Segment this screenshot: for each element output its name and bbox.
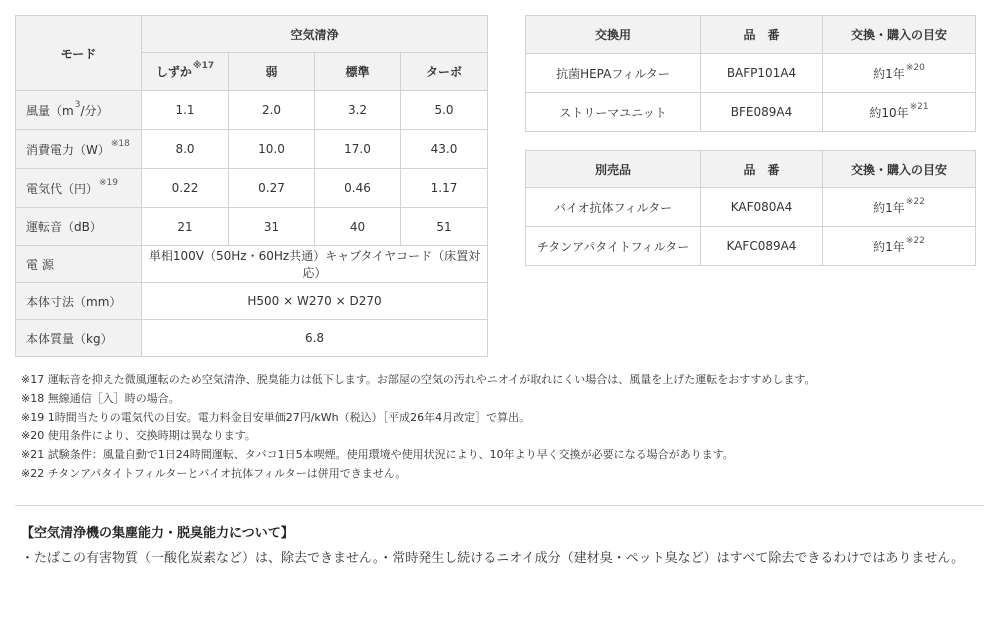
mode-shizuka: しずか$^{※17}$ [142, 53, 229, 91]
cell-value: 単相100V（50Hz・60Hz共通）キャブタイヤコード（床置対応） [142, 246, 488, 283]
cell-value: 5.0 [401, 91, 488, 130]
cell-value: 1.17 [401, 169, 488, 208]
part-interval: 約1年$^{※20}$ [823, 54, 976, 93]
mode-header: モード [16, 16, 142, 91]
table-row [16, 320, 488, 357]
footnote-19: ※19 1時間当たりの電気代の目安。電力料金目安単価27円/kWh（税込）［平成26年4月改定］で算出。 [21, 410, 531, 424]
replacement-header-part: 品 番 [701, 16, 823, 54]
part-number: BFE089A4 [701, 93, 823, 132]
optional-header-name: 別売品 [526, 151, 701, 188]
cell-value: 1.1 [142, 91, 229, 130]
footnote-18: ※18 無線通信［入］時の場合。 [21, 391, 180, 405]
footnote-21: ※21 試験条件：風量自動で1日24時間運転、タバコ1日5本喫煙。使用環境や使用状況により、10年より早く交換が必要になる場合があります。 [21, 448, 734, 462]
table-row [526, 227, 976, 266]
row-label-airflow: 風量（$m^3/$分） [16, 91, 142, 130]
cell-value: 21 [142, 208, 229, 246]
replacement-header-interval: 交換・購入の目安 [823, 16, 976, 54]
table-row [526, 54, 976, 93]
cell-value: 6.8 [142, 320, 488, 357]
table-row [526, 93, 976, 132]
table-row [16, 283, 488, 320]
footnote-20: ※20 使用条件により、交換時期は異なります。 [21, 429, 256, 443]
cell-value: 31 [229, 208, 315, 246]
cell-value: 51 [401, 208, 488, 246]
cell-value: 40 [315, 208, 401, 246]
row-label-electricity-cost: 電気代（円）$^{※19}$ [16, 169, 142, 208]
cell-value: 3.2 [315, 91, 401, 130]
part-interval: 約1年$^{※22}$ [823, 188, 976, 227]
cell-value: 10.0 [229, 130, 315, 169]
table-row [16, 91, 488, 130]
cell-value: 8.0 [142, 130, 229, 169]
cell-value: 2.0 [229, 91, 315, 130]
row-label-noise: 運転音（dB） [16, 208, 142, 246]
spec-table [15, 15, 488, 357]
cell-value: H500 × W270 × D270 [142, 283, 488, 320]
part-name: バイオ抗体フィルター [526, 188, 701, 227]
replacement-parts-table [525, 15, 976, 132]
mode-turbo: ターボ [401, 53, 488, 91]
cell-value: 43.0 [401, 130, 488, 169]
part-interval: 約10年$^{※21}$ [823, 93, 976, 132]
replacement-header-name: 交換用 [526, 16, 701, 54]
optional-header-part: 品 番 [701, 151, 823, 188]
part-interval: 約1年$^{※22}$ [823, 227, 976, 266]
row-label-weight: 本体質量（kg） [16, 320, 142, 357]
part-name: ストリーマユニット [526, 93, 701, 132]
footnotes [21, 371, 816, 484]
section-body: ・たばこの有害物質（一酸化炭素など）は、除去できません。・常時発生し続けるニオイ成分（建材臭・ペット臭など）はすべて除去できるわけではありません。 [21, 551, 965, 566]
cell-value: 0.46 [315, 169, 401, 208]
mode-hyojun: 標準 [315, 53, 401, 91]
part-number: KAFC089A4 [701, 227, 823, 266]
row-label-power: 消費電力$(W)^{※18}$ [16, 130, 142, 169]
row-label-dimensions: 本体寸法（mm） [16, 283, 142, 320]
cell-value: 0.27 [229, 169, 315, 208]
cell-value: 17.0 [315, 130, 401, 169]
table-row [16, 130, 488, 169]
part-name: チタンアパタイトフィルター [526, 227, 701, 266]
table-row [16, 169, 488, 208]
footnote-17: ※17 運転音を抑えた微風運転のため空気清浄、脱臭能力は低下します。お部屋の空気の汚れやニオイが取れにくい場合は、風量を上げた運転をおすすめします。 [21, 373, 816, 386]
cell-value: 0.22 [142, 169, 229, 208]
section-title: 【空気清浄機の集塵能力・脱臭能力について】 [21, 526, 294, 541]
part-number: KAF080A4 [701, 188, 823, 227]
footnote-22: ※22 チタンアパタイトフィルターとバイオ抗体フィルターは併用できません。 [21, 466, 407, 480]
air-purify-header: 空気清浄 [142, 16, 488, 53]
optional-parts-table [525, 150, 976, 266]
table-row [16, 246, 488, 283]
part-name: 抗菌HEPAフィルター [526, 54, 701, 93]
optional-header-interval: 交換・購入の目安 [823, 151, 976, 188]
part-number: BAFP101A4 [701, 54, 823, 93]
row-label-power-source: 電 源 [16, 246, 142, 283]
table-row [526, 188, 976, 227]
section-divider [15, 505, 984, 506]
table-row [16, 208, 488, 246]
mode-jaku: 弱 [229, 53, 315, 91]
